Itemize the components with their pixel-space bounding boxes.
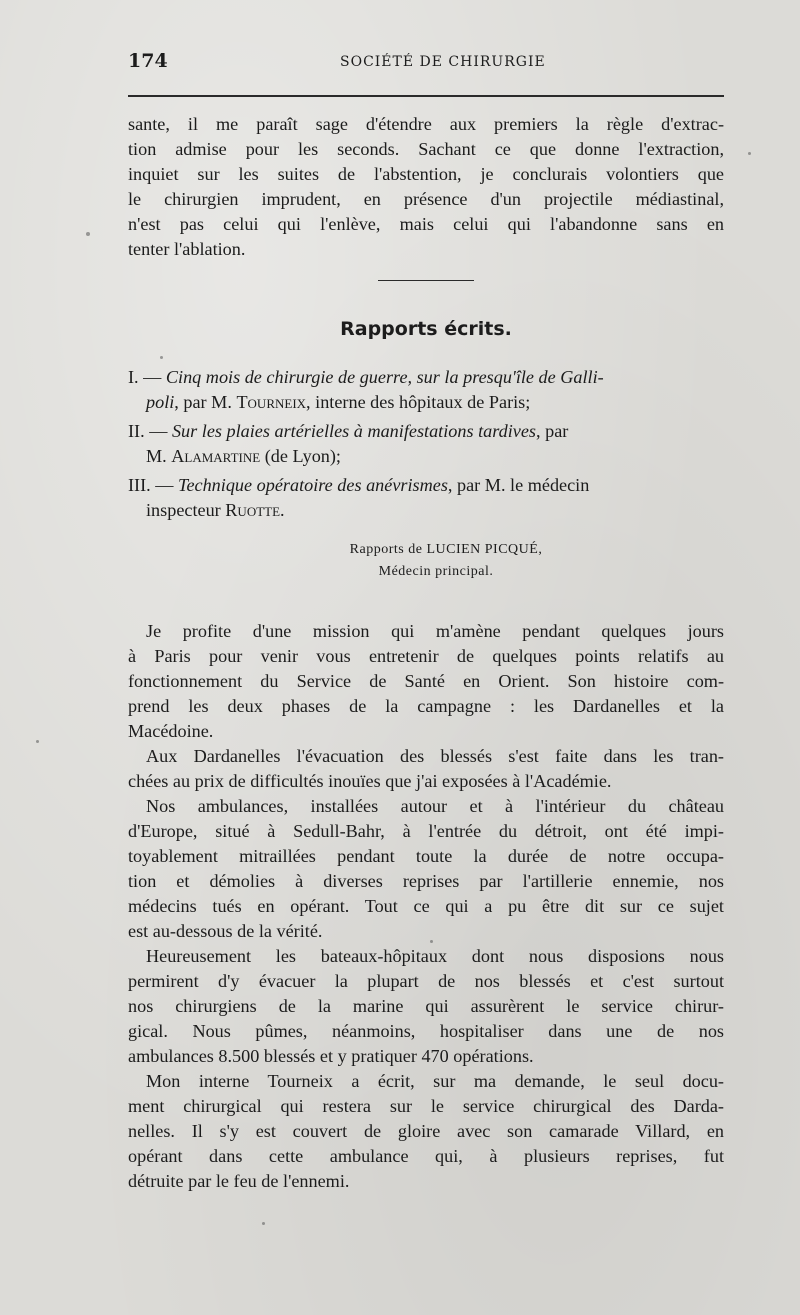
report-by: , par bbox=[536, 421, 569, 441]
paper-speck bbox=[160, 356, 163, 359]
text-line: prend les deux phases de la campagne : les Dardanelles et la bbox=[128, 696, 724, 716]
report-title: Cinq mois de chirurgie de guerre, sur la presqu'île de Galli- bbox=[165, 367, 604, 387]
report-numeral: II. bbox=[128, 421, 145, 441]
paragraph bbox=[128, 944, 724, 1069]
text-line: nelles. Il s'y est couvert de gloire avec son camarade Villard, en bbox=[128, 1121, 724, 1141]
report-title: Technique opératoire des anévrismes bbox=[178, 475, 448, 495]
section-separator bbox=[378, 280, 474, 281]
text-line: permirent d'y évacuer la plupart de nos blessés et c'est surtout bbox=[128, 971, 724, 991]
text-line: médecins tués en opérant. Tout ce qui a pu être dit sur ce sujet bbox=[128, 896, 724, 916]
report-affiliation: , interne des hôpitaux de Paris; bbox=[306, 392, 531, 412]
text-line: Je profite d'une mission qui m'amène pendant quelques jours bbox=[146, 621, 724, 641]
section-title: Rapports écrits. bbox=[340, 318, 512, 340]
text-line: Heureusement les bateaux-hôpitaux dont nous disposions nous bbox=[146, 946, 724, 966]
text-line: à Paris pour venir vous entretenir de quelques points relatifs au bbox=[128, 646, 724, 666]
text-line: fonctionnement du Service de Santé en Orient. Son histoire com- bbox=[128, 671, 724, 691]
text-line: chées au prix de difficultés inouïes que j'ai exposées à l'Académie. bbox=[128, 771, 612, 791]
text-line: ment chirurgical qui restera sur le service chirurgical des Darda- bbox=[128, 1096, 724, 1116]
report-affiliation: . bbox=[280, 500, 285, 520]
report-numeral: III. bbox=[128, 475, 151, 495]
page-number: 174 bbox=[128, 50, 168, 72]
report-item bbox=[128, 365, 724, 415]
paper-speck bbox=[262, 1222, 265, 1225]
report-affiliation: (de Lyon); bbox=[260, 446, 341, 466]
report-item bbox=[128, 473, 724, 523]
report-author-prefix: M. bbox=[146, 446, 172, 466]
running-head bbox=[128, 50, 724, 76]
report-author-prefix: inspecteur bbox=[146, 500, 226, 520]
byline-title: Rapports de LUCIEN PICQUÉ, bbox=[349, 542, 543, 557]
report-dash: — bbox=[149, 421, 168, 441]
paper-speck bbox=[430, 940, 433, 943]
report-list bbox=[128, 365, 724, 523]
report-numeral: I. bbox=[128, 367, 139, 387]
opening-paragraph bbox=[128, 112, 724, 262]
byline-role: Médecin principal. bbox=[378, 564, 494, 579]
byline bbox=[128, 539, 724, 583]
text-line: d'Europe, situé à Sedull-Bahr, à l'entrée du détroit, ont été impi- bbox=[128, 821, 724, 841]
report-by: , par M. le médecin bbox=[447, 475, 590, 495]
report-title-continued: poli bbox=[146, 392, 175, 412]
paragraph bbox=[128, 794, 724, 944]
header-rule bbox=[128, 95, 724, 97]
paper-speck bbox=[36, 740, 39, 743]
text-line: n'est pas celui qui l'enlève, mais celui qui l'abandonne sans en bbox=[128, 214, 724, 234]
text-line: Macédoine. bbox=[128, 721, 214, 741]
text-line: sante, il me paraît sage d'étendre aux premiers la règle d'extrac- bbox=[128, 114, 724, 134]
text-line: tenter l'ablation. bbox=[128, 239, 246, 259]
text-line: détruite par le feu de l'ennemi. bbox=[128, 1171, 350, 1191]
text-line: Mon interne Tourneix a écrit, sur ma demande, le seul docu- bbox=[146, 1071, 724, 1091]
report-item bbox=[128, 419, 724, 469]
text-line: toyablement mitraillées pendant toute la durée de notre occupa- bbox=[128, 846, 724, 866]
paper-speck bbox=[86, 232, 90, 236]
report-dash: — bbox=[155, 475, 174, 495]
report-dash: — bbox=[143, 367, 162, 387]
running-title: SOCIÉTÉ DE CHIRURGIE bbox=[340, 54, 546, 70]
report-author: Tourneix bbox=[236, 392, 307, 412]
text-line: nos chirurgiens de la marine qui assurèrent le service chirur- bbox=[128, 996, 724, 1016]
paragraph bbox=[128, 619, 724, 744]
text-line: le chirurgien imprudent, en présence d'un projectile médiastinal, bbox=[128, 189, 724, 209]
report-author: Alamartine bbox=[171, 446, 261, 466]
paragraph bbox=[128, 744, 724, 794]
report-title: Sur les plaies artérielles à manifestations tardives bbox=[171, 421, 537, 441]
text-line: Nos ambulances, installées autour et à l'intérieur du château bbox=[146, 796, 724, 816]
article-body bbox=[128, 619, 724, 1194]
paragraph bbox=[128, 1069, 724, 1194]
text-line: est au-dessous de la vérité. bbox=[128, 921, 323, 941]
text-body bbox=[128, 112, 724, 1194]
report-author: Ruotte bbox=[225, 500, 281, 520]
paper-speck bbox=[748, 152, 751, 155]
text-line: tion admise pour les seconds. Sachant ce que donne l'extraction, bbox=[128, 139, 724, 159]
text-line: gical. Nous pûmes, néanmoins, hospitaliser dans une de nos bbox=[128, 1021, 724, 1041]
report-by: , par M. bbox=[174, 392, 237, 412]
text-line: Aux Dardanelles l'évacuation des blessés s'est faite dans les tran- bbox=[146, 746, 724, 766]
text-line: opérant dans cette ambulance qui, à plusieurs reprises, fut bbox=[128, 1146, 724, 1166]
text-line: ambulances 8.500 blessés et y pratiquer 470 opérations. bbox=[128, 1046, 534, 1066]
text-line: inquiet sur les suites de l'abstention, je conclurais volontiers que bbox=[128, 164, 724, 184]
text-line: tion et démolies à diverses reprises par l'artillerie ennemie, nos bbox=[128, 871, 724, 891]
